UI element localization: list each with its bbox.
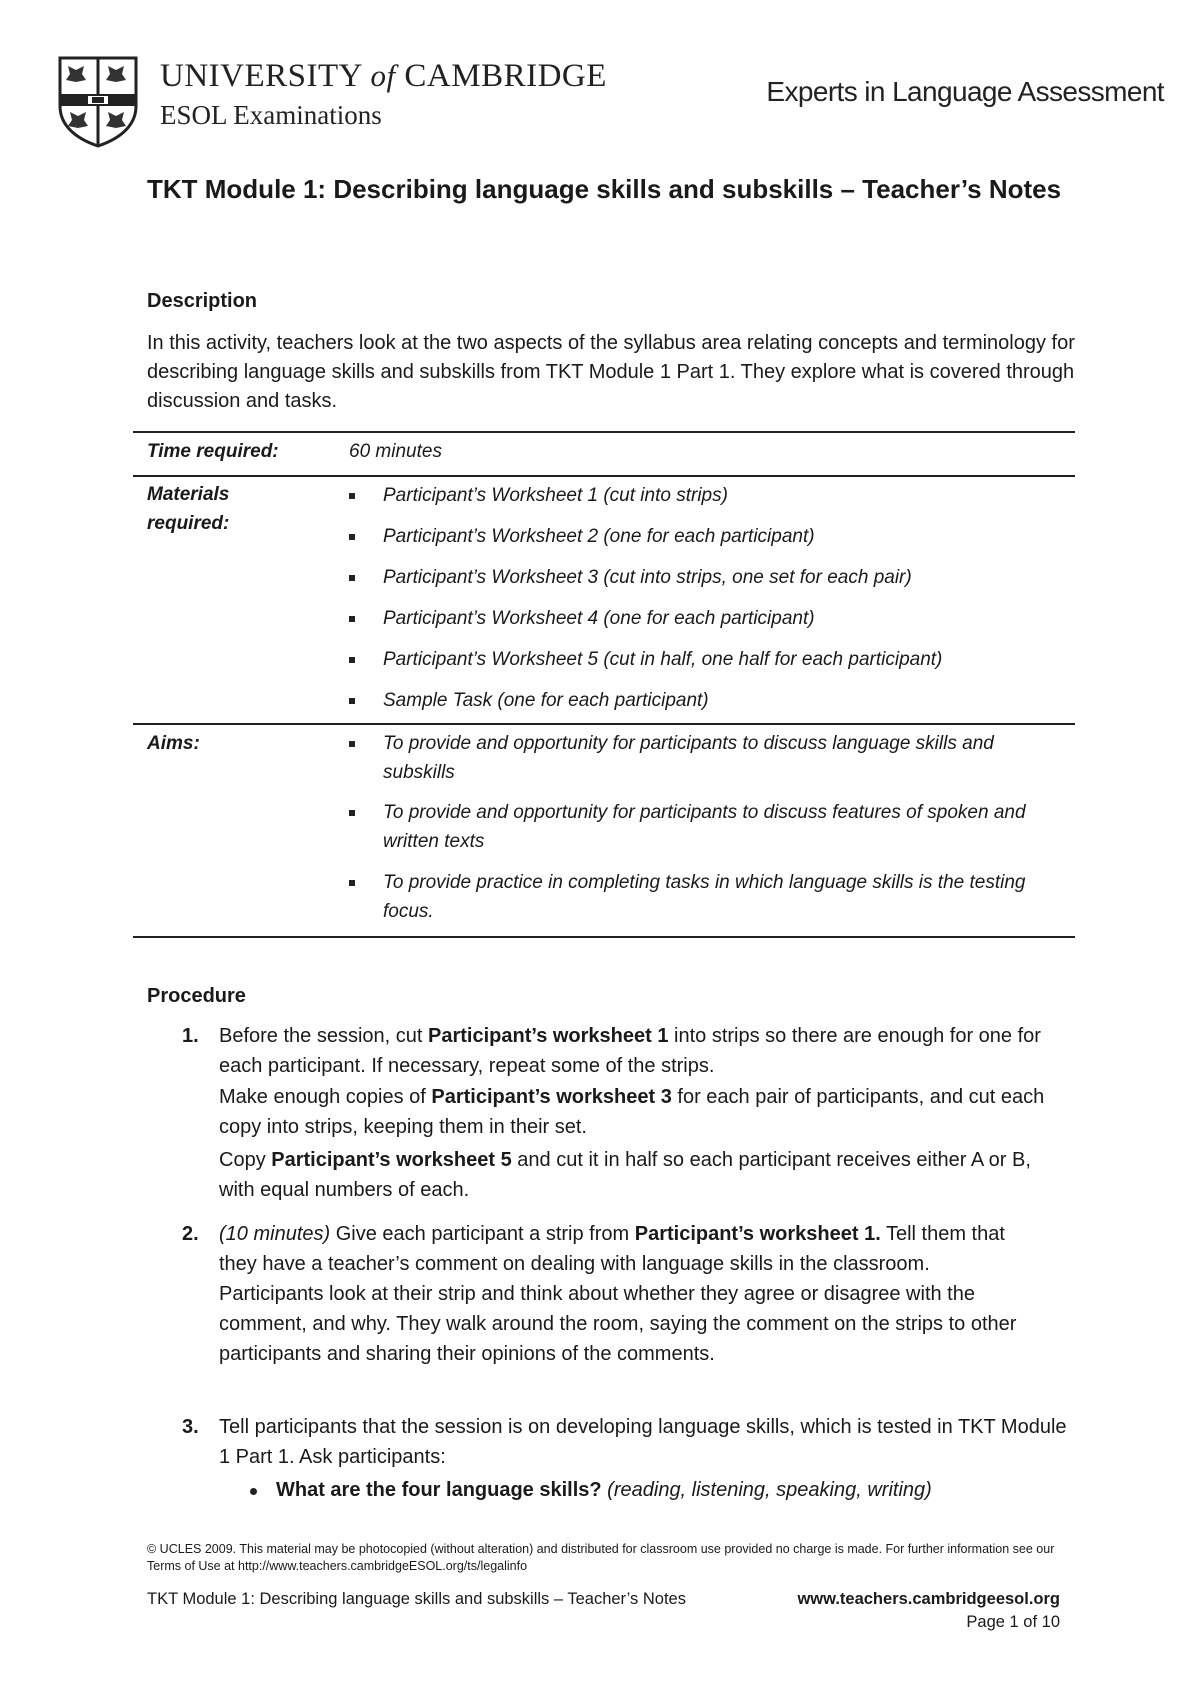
step1-para1: Before the session, cut Participant’s worksheet 1 into strips so there are enough for one for each participant. If necessary, repeat some of the strips. [219, 1025, 1041, 1077]
materials-item: Sample Task (one for each participant) [349, 686, 1069, 715]
footer-title: TKT Module 1: Describing language skills and subskills – Teacher’s Notes [147, 1590, 686, 1608]
materials-item: Participant’s Worksheet 3 (cut into strips, one set for each pair) [349, 563, 1069, 592]
esol-examinations: ESOL Examinations [160, 100, 382, 130]
aims-item: To provide and opportunity for participants to discuss features of spoken and written texts [349, 798, 1049, 856]
step1-para2: Make enough copies of Participant’s worksheet 3 for each pair of participants, and cut each copy into strips, keeping them in their set. [219, 1086, 1045, 1138]
procedure-heading: Procedure [147, 985, 246, 1007]
step-number: 1. [182, 1025, 199, 1047]
cambridge-crest-logo [58, 56, 138, 148]
tagline: Experts in Language Assessment [766, 76, 1164, 107]
step2-text: (10 minutes) Give each participant a strip from Participant’s worksheet 1. Tell them that they have a teacher’s comment on dealing with language skills in the classroom. Participants look at their strip and think about whether they agree or disagree with the comment, and why. They walk around the room, saying the comment on the strips to other participants and sharing their opinions of the comments. [219, 1223, 1017, 1365]
footer-url[interactable]: www.teachers.cambridgeesol.org [797, 1590, 1060, 1608]
step-number: 2. [182, 1223, 199, 1245]
table-rule-aims [133, 723, 1075, 725]
aims-label: Aims: [147, 733, 200, 754]
materials-label: Materials required: [147, 484, 230, 534]
step3-question: What are the four language skills? (reading, listening, speaking, writing) [276, 1479, 932, 1501]
aims-item: To provide practice in completing tasks in which language skills is the testing focus. [349, 868, 1049, 926]
table-rule-bottom [133, 936, 1075, 938]
time-value: 60 minutes [349, 441, 442, 462]
university-name: UNIVERSITY of CAMBRIDGE [160, 58, 607, 94]
materials-item: Participant’s Worksheet 5 (cut in half, one half for each participant) [349, 645, 1069, 674]
step-number: 3. [182, 1416, 199, 1438]
aims-item: To provide and opportunity for participants to discuss language skills and subskills [349, 729, 1069, 787]
copyright-notice: © UCLES 2009. This material may be photocopied (without alteration) and distributed for classroom use provided no charge is made. For further information see our Terms of Use at http://www.teachers.cambridgeESOL.org/ts/legalinfo [147, 1542, 1055, 1573]
description-heading: Description [147, 290, 258, 312]
table-rule-top [133, 431, 1075, 433]
step1-para3: Copy Participant’s worksheet 5 and cut it in half so each participant receives either A or B, with equal numbers of each. [219, 1149, 1031, 1201]
materials-item: Participant’s Worksheet 2 (one for each participant) [349, 522, 1069, 551]
table-rule-materials [133, 475, 1075, 477]
page-number: Page 1 of 10 [966, 1613, 1060, 1631]
description-text: In this activity, teachers look at the two aspects of the syllabus area relating concepts and terminology for describing language skills and subskills from TKT Module 1 Part 1. They explore what is covered through discussion and tasks. [147, 332, 1075, 412]
page-title: TKT Module 1: Describing language skills and subskills – Teacher’s Notes [147, 174, 1062, 204]
materials-item: Participant’s Worksheet 1 (cut into strips) [349, 481, 1069, 510]
materials-item: Participant’s Worksheet 4 (one for each participant) [349, 604, 1069, 633]
time-label: Time required: [147, 441, 279, 462]
bullet-dot [250, 1488, 257, 1495]
step3-text: Tell participants that the session is on developing language skills, which is tested in TKT Module 1 Part 1. Ask participants: [219, 1416, 1067, 1468]
